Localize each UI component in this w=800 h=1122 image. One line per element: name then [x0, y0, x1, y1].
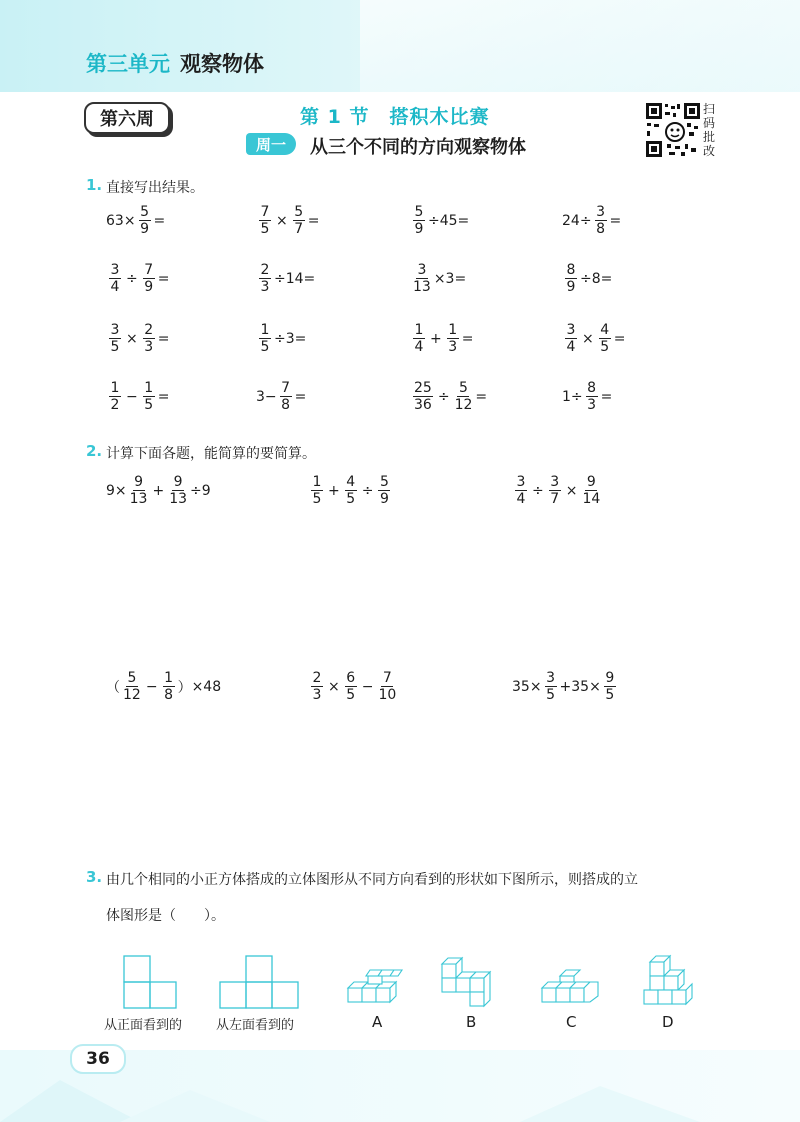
q1-item: [562, 380, 612, 413]
q1-item: [410, 262, 466, 295]
fraction: [123, 670, 141, 703]
operator: −: [126, 388, 138, 405]
fraction: [169, 474, 187, 507]
denominator: 36: [414, 397, 432, 413]
numerator: 3: [596, 204, 605, 220]
fraction: [413, 380, 433, 413]
numerator: 4: [346, 474, 356, 490]
numerator: 7: [144, 262, 154, 278]
q1-text: 直接写出结果。: [106, 180, 204, 196]
q1-item: [256, 204, 319, 237]
numerator: 3: [550, 474, 560, 490]
fraction: [604, 670, 616, 703]
operator: ÷: [361, 482, 374, 499]
numerator: 4: [600, 322, 610, 338]
q1-item: [106, 262, 169, 295]
fraction: [545, 670, 557, 703]
numerator: 9: [605, 670, 615, 686]
term: =: [475, 388, 488, 405]
operator: +: [152, 482, 165, 499]
week-badge: 第六周: [84, 102, 170, 134]
fraction: [163, 670, 175, 703]
denominator: 14: [582, 491, 601, 507]
denominator: 5: [312, 491, 322, 507]
front-view-label: 从正面看到的: [104, 1018, 183, 1033]
denominator: 5: [260, 221, 270, 237]
term: =: [307, 212, 320, 229]
term: ÷45=: [428, 212, 470, 229]
fraction: [378, 670, 396, 703]
unit-number: 第三单元: [86, 52, 170, 76]
q2-text: 计算下面各题，能简算的要简算。: [106, 446, 316, 462]
numerator: 8: [566, 262, 576, 278]
term: =: [153, 212, 166, 229]
q1-item: [106, 380, 169, 413]
term: 9×: [106, 482, 127, 499]
term: 24÷: [562, 212, 592, 229]
qr-label: 扫码批改: [703, 102, 716, 158]
option-c-label[interactable]: C: [566, 1013, 577, 1031]
q2-number: 2.: [86, 442, 103, 460]
fraction: [311, 474, 323, 507]
numerator: 7: [260, 204, 270, 220]
fraction: [130, 474, 148, 507]
operator: ÷: [437, 388, 450, 405]
numerator: 5: [140, 204, 149, 220]
day-title: 从三个不同的方向观察物体: [310, 137, 526, 158]
numerator: 3: [417, 262, 427, 278]
q1-item: [410, 322, 473, 355]
option-b-label[interactable]: B: [466, 1013, 477, 1031]
term: =: [613, 330, 626, 347]
section-title: 第 1 节 搭积木比赛: [300, 106, 490, 128]
fraction: [143, 262, 155, 295]
term: =: [157, 388, 170, 405]
numerator: 5: [127, 670, 137, 686]
unit-name: 观察物体: [180, 52, 264, 76]
numerator: 2: [312, 670, 322, 686]
operator: +: [430, 330, 442, 347]
operator: +: [328, 482, 340, 499]
fraction: [378, 474, 390, 507]
denominator: 7: [294, 221, 304, 237]
term: ÷9: [190, 482, 211, 499]
fraction: [413, 322, 425, 355]
denominator: 5: [346, 491, 356, 507]
denominator: 9: [380, 491, 389, 507]
numerator: 1: [312, 474, 322, 490]
fraction: [582, 474, 600, 507]
denominator: 8: [596, 221, 605, 237]
denominator: 3: [312, 687, 322, 703]
numerator: 9: [586, 474, 596, 490]
q1-number: 1.: [86, 176, 103, 194]
q1-item: [256, 380, 306, 413]
denominator: 4: [414, 339, 424, 355]
numerator: 1: [144, 380, 154, 396]
denominator: 5: [546, 687, 555, 703]
open-paren: （: [106, 679, 120, 696]
numerator: 3: [110, 262, 120, 278]
term: ÷3=: [274, 330, 307, 347]
numerator: 2: [260, 262, 270, 278]
fraction: [143, 380, 155, 413]
denominator: 4: [566, 339, 576, 355]
term: =: [294, 388, 307, 405]
denominator: 3: [587, 397, 597, 413]
close-paren: ）: [177, 679, 192, 696]
numerator: 5: [459, 380, 468, 396]
fraction: [599, 322, 611, 355]
denominator: 4: [110, 279, 120, 295]
numerator: 5: [380, 474, 389, 490]
fraction: [311, 670, 323, 703]
term: 3−: [256, 388, 277, 405]
fraction: [549, 474, 561, 507]
fraction: [280, 380, 292, 413]
fraction: [515, 474, 527, 507]
q2-expression-3: [512, 474, 603, 507]
operator: ×: [582, 330, 594, 347]
denominator: 9: [140, 221, 149, 237]
fraction: [259, 322, 271, 355]
term: =: [609, 212, 622, 229]
term: =: [600, 388, 613, 405]
denominator: 7: [550, 491, 560, 507]
denominator: 5: [110, 339, 120, 355]
numerator: 1: [164, 670, 174, 686]
front-view-figure: [120, 954, 180, 1010]
option-d-figure[interactable]: [640, 954, 700, 1008]
fraction: [109, 380, 121, 413]
fraction: [259, 262, 271, 295]
fraction: [139, 204, 151, 237]
denominator: 3: [144, 339, 154, 355]
denominator: 13: [129, 491, 148, 507]
denominator: 13: [413, 279, 431, 295]
numerator: 1: [414, 322, 424, 338]
option-a-label[interactable]: A: [372, 1013, 383, 1031]
denominator: 5: [144, 397, 154, 413]
fraction: [109, 262, 121, 295]
q1-item: [106, 204, 165, 237]
fraction: [345, 670, 357, 703]
fraction: [455, 380, 473, 413]
term: 1÷: [562, 388, 583, 405]
term: 35×: [512, 678, 542, 695]
operator: ÷: [532, 482, 544, 499]
q1-item: [410, 204, 469, 237]
denominator: 12: [454, 397, 473, 413]
page-number: 36: [70, 1044, 126, 1074]
numerator: 6: [346, 670, 356, 686]
fraction: [345, 474, 357, 507]
fraction: [413, 204, 425, 237]
fraction: [565, 262, 577, 295]
denominator: 5: [605, 687, 615, 703]
fraction: [447, 322, 459, 355]
operator: ×: [328, 678, 340, 695]
fraction: [143, 322, 155, 355]
numerator: 1: [260, 322, 270, 338]
numerator: 1: [110, 380, 120, 396]
term: =: [157, 330, 170, 347]
option-c-figure[interactable]: [538, 964, 604, 1008]
numerator: 3: [516, 474, 526, 490]
denominator: 3: [260, 279, 270, 295]
left-view-figure: [216, 954, 302, 1010]
numerator: 1: [448, 322, 458, 338]
numerator: 2: [144, 322, 154, 338]
denominator: 10: [378, 687, 397, 703]
option-a-figure[interactable]: [346, 964, 406, 1008]
numerator: 8: [587, 380, 597, 396]
term: +35×: [559, 678, 601, 695]
operator: ÷: [126, 270, 138, 287]
fraction: [413, 262, 431, 295]
unit-title: [86, 48, 264, 78]
operator: ×: [565, 482, 578, 499]
day-tag: 周一: [246, 133, 296, 155]
numerator: 5: [414, 204, 424, 220]
term: =: [157, 270, 170, 287]
denominator: 8: [164, 687, 174, 703]
q2-expression-1: [106, 474, 211, 507]
denominator: 5: [600, 339, 610, 355]
term: ÷8=: [580, 270, 613, 287]
term: ÷14=: [274, 270, 316, 287]
fraction: [565, 322, 577, 355]
q1-item: [562, 262, 612, 295]
numerator: 3: [566, 322, 576, 338]
denominator: 5: [346, 687, 356, 703]
q2-expression-4: [106, 670, 221, 703]
denominator: 9: [144, 279, 154, 295]
q1-item: [256, 322, 306, 355]
numerator: 9: [134, 474, 143, 490]
qr-code-icon[interactable]: [645, 102, 701, 158]
numerator: 7: [382, 670, 392, 686]
q2-expression-2: [308, 474, 393, 507]
q1-item: [410, 380, 487, 413]
numerator: 9: [173, 474, 183, 490]
numerator: 3: [110, 322, 120, 338]
option-b-figure[interactable]: [438, 956, 504, 1008]
denominator: 9: [566, 279, 576, 295]
q2-expression-5: [308, 670, 399, 703]
denominator: 8: [281, 397, 291, 413]
fraction: [595, 204, 607, 237]
denominator: 4: [516, 491, 526, 507]
q2-expression-6: [512, 670, 619, 703]
denominator: 3: [448, 339, 458, 355]
operator: ×: [276, 212, 288, 229]
operator: −: [361, 678, 374, 695]
denominator: 2: [110, 397, 120, 413]
left-view-label: 从左面看到的: [216, 1018, 295, 1033]
term: =: [461, 330, 474, 347]
operator: −: [145, 678, 158, 695]
numerator: 5: [294, 204, 304, 220]
q3-number: 3.: [86, 868, 103, 886]
fraction: [259, 204, 271, 237]
denominator: 5: [260, 339, 270, 355]
q1-item: [256, 262, 315, 295]
q3-text-line2: 体图形是（ ）。: [106, 908, 225, 924]
q1-item: [106, 322, 169, 355]
denominator: 9: [414, 221, 424, 237]
denominator: 12: [123, 687, 141, 703]
header-decoration: [360, 0, 800, 92]
term: 63×: [106, 212, 136, 229]
q3-text-line1: 由几个相同的小正方体搭成的立体图形从不同方向看到的形状如下图所示，则搭成的立: [106, 872, 638, 888]
numerator: 7: [281, 380, 291, 396]
operator: ×: [126, 330, 138, 347]
option-d-label[interactable]: D: [662, 1013, 674, 1031]
numerator: 3: [546, 670, 555, 686]
numerator: 25: [414, 380, 432, 396]
fraction: [109, 322, 121, 355]
fraction: [586, 380, 598, 413]
q1-item: [562, 204, 621, 237]
fraction: [293, 204, 305, 237]
term: ×3=: [433, 270, 467, 287]
denominator: 13: [169, 491, 188, 507]
q1-item: [562, 322, 625, 355]
term: ×48: [191, 678, 222, 695]
